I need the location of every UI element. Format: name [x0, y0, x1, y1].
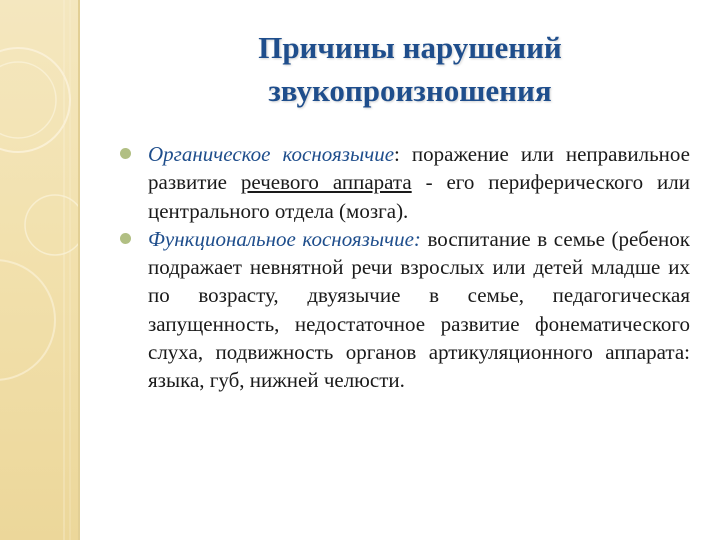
- title-line-1: Причины нарушений: [258, 30, 562, 65]
- decorative-sidebar: [0, 0, 80, 540]
- sidebar-edge: [78, 0, 80, 540]
- title-line-2: звукопроизношения: [268, 73, 552, 108]
- text-segment: воспитание в семье (ребенок подражает невнятной речи взрослых или детей младше их по возрасту, двуязычие в семье, педагогическая запущенность, недостаточное развитие фонематического слуха, подвижность органов артикуляционного аппарата: языка, губ, нижней челюсти.: [148, 226, 690, 393]
- bullet-icon: [120, 148, 131, 159]
- bullet-icon: [120, 233, 131, 244]
- list-item-text: [148, 225, 690, 395]
- bullet-list: [120, 140, 690, 395]
- underlined-term: речевого аппарата: [240, 170, 412, 195]
- ornament-circles: [0, 0, 80, 540]
- text-segment: : поражение или неправильное развитие: [148, 142, 690, 195]
- term-functional: Функциональное косноязычие:: [148, 226, 421, 251]
- list-item-text: [148, 140, 690, 225]
- term-organic: Органическое косноязычие: [148, 142, 395, 166]
- list-item-functional: [120, 225, 690, 395]
- text-segment: - его периферического или центрального отдела (мозга).: [148, 170, 690, 223]
- list-item-organic: [120, 140, 690, 225]
- slide-title: [130, 26, 690, 112]
